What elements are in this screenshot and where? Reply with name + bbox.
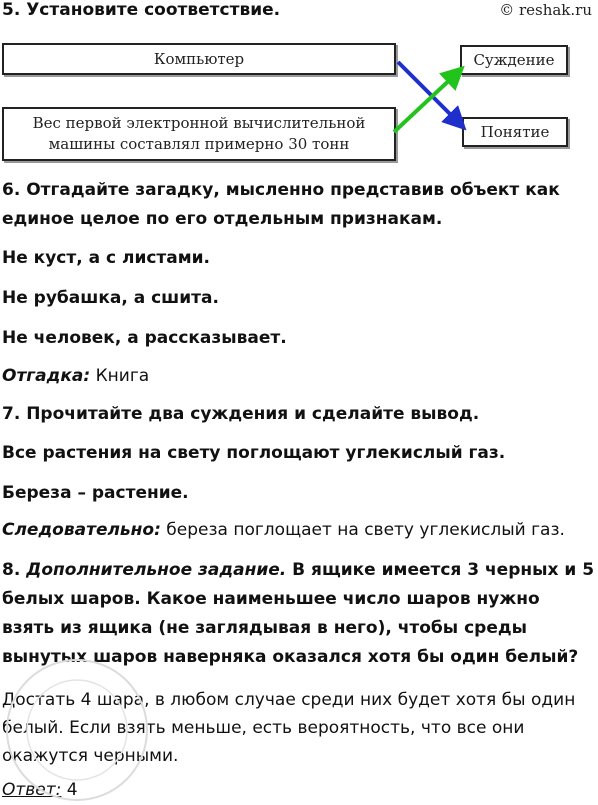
arrow-blue: [398, 62, 458, 122]
task6-answer-label: Отгадка:: [2, 366, 91, 386]
task8-question-text: В ящике имеется 3 черных и 5 белых шаров. Какое наименьшее число шаров нужно взять из ящика (не заглядывая в него), чтобы среды вынутых шаров наверняка оказался хотя бы один белый?: [2, 560, 595, 667]
task8-answer-label: Ответ:: [2, 780, 62, 800]
box-computer: Компьютер: [2, 43, 396, 75]
task6-answer: [2, 366, 149, 387]
task7-line2: Береза – растение.: [2, 483, 189, 503]
task6-answer-text: Книга: [90, 366, 150, 386]
task8-question: [2, 556, 596, 672]
task7-heading: 7. Прочитайте два суждения и сделайте вывод.: [2, 404, 480, 424]
task7-answer-label: Следовательно:: [2, 520, 161, 540]
task5-heading: 5. Установите соответствие.: [2, 0, 281, 20]
match-arrows: [380, 40, 490, 160]
arrow-green: [394, 74, 456, 132]
box-judgment: Суждение: [460, 45, 568, 75]
task8-answer-text: 4: [61, 780, 78, 800]
task8-label: Дополнительное задание.: [26, 560, 287, 580]
task6-heading: 6. Отгадайте загадку, мысленно представив объект как единое целое по его отдельным признакам.: [2, 180, 560, 229]
copyright-label: © reshak.ru: [499, 1, 592, 19]
box-concept: Понятие: [462, 117, 568, 147]
task8-explanation: Достать 4 шара, в любом случае среди них будет хотя бы один белый. Если взять меньше, есть вероятность, что все они окажутся черными.: [2, 690, 576, 766]
task6-line1: Не куст, а с листами.: [2, 248, 211, 268]
task6-line3: Не человек, а рассказывает.: [2, 328, 287, 348]
task8-answer: [2, 780, 78, 801]
task6-line2: Не рубашка, а сшита.: [2, 288, 219, 308]
task7-answer: [2, 520, 565, 541]
box-weight: Вес первой электронной вычислительной машины составлял примерно 30 тонн: [2, 107, 396, 161]
task7-answer-text: береза поглощает на свету углекислый газ.: [160, 520, 565, 540]
task7-line1: Все растения на свету поглощают углекислый газ.: [2, 443, 506, 463]
task8-number: 8.: [2, 560, 27, 580]
